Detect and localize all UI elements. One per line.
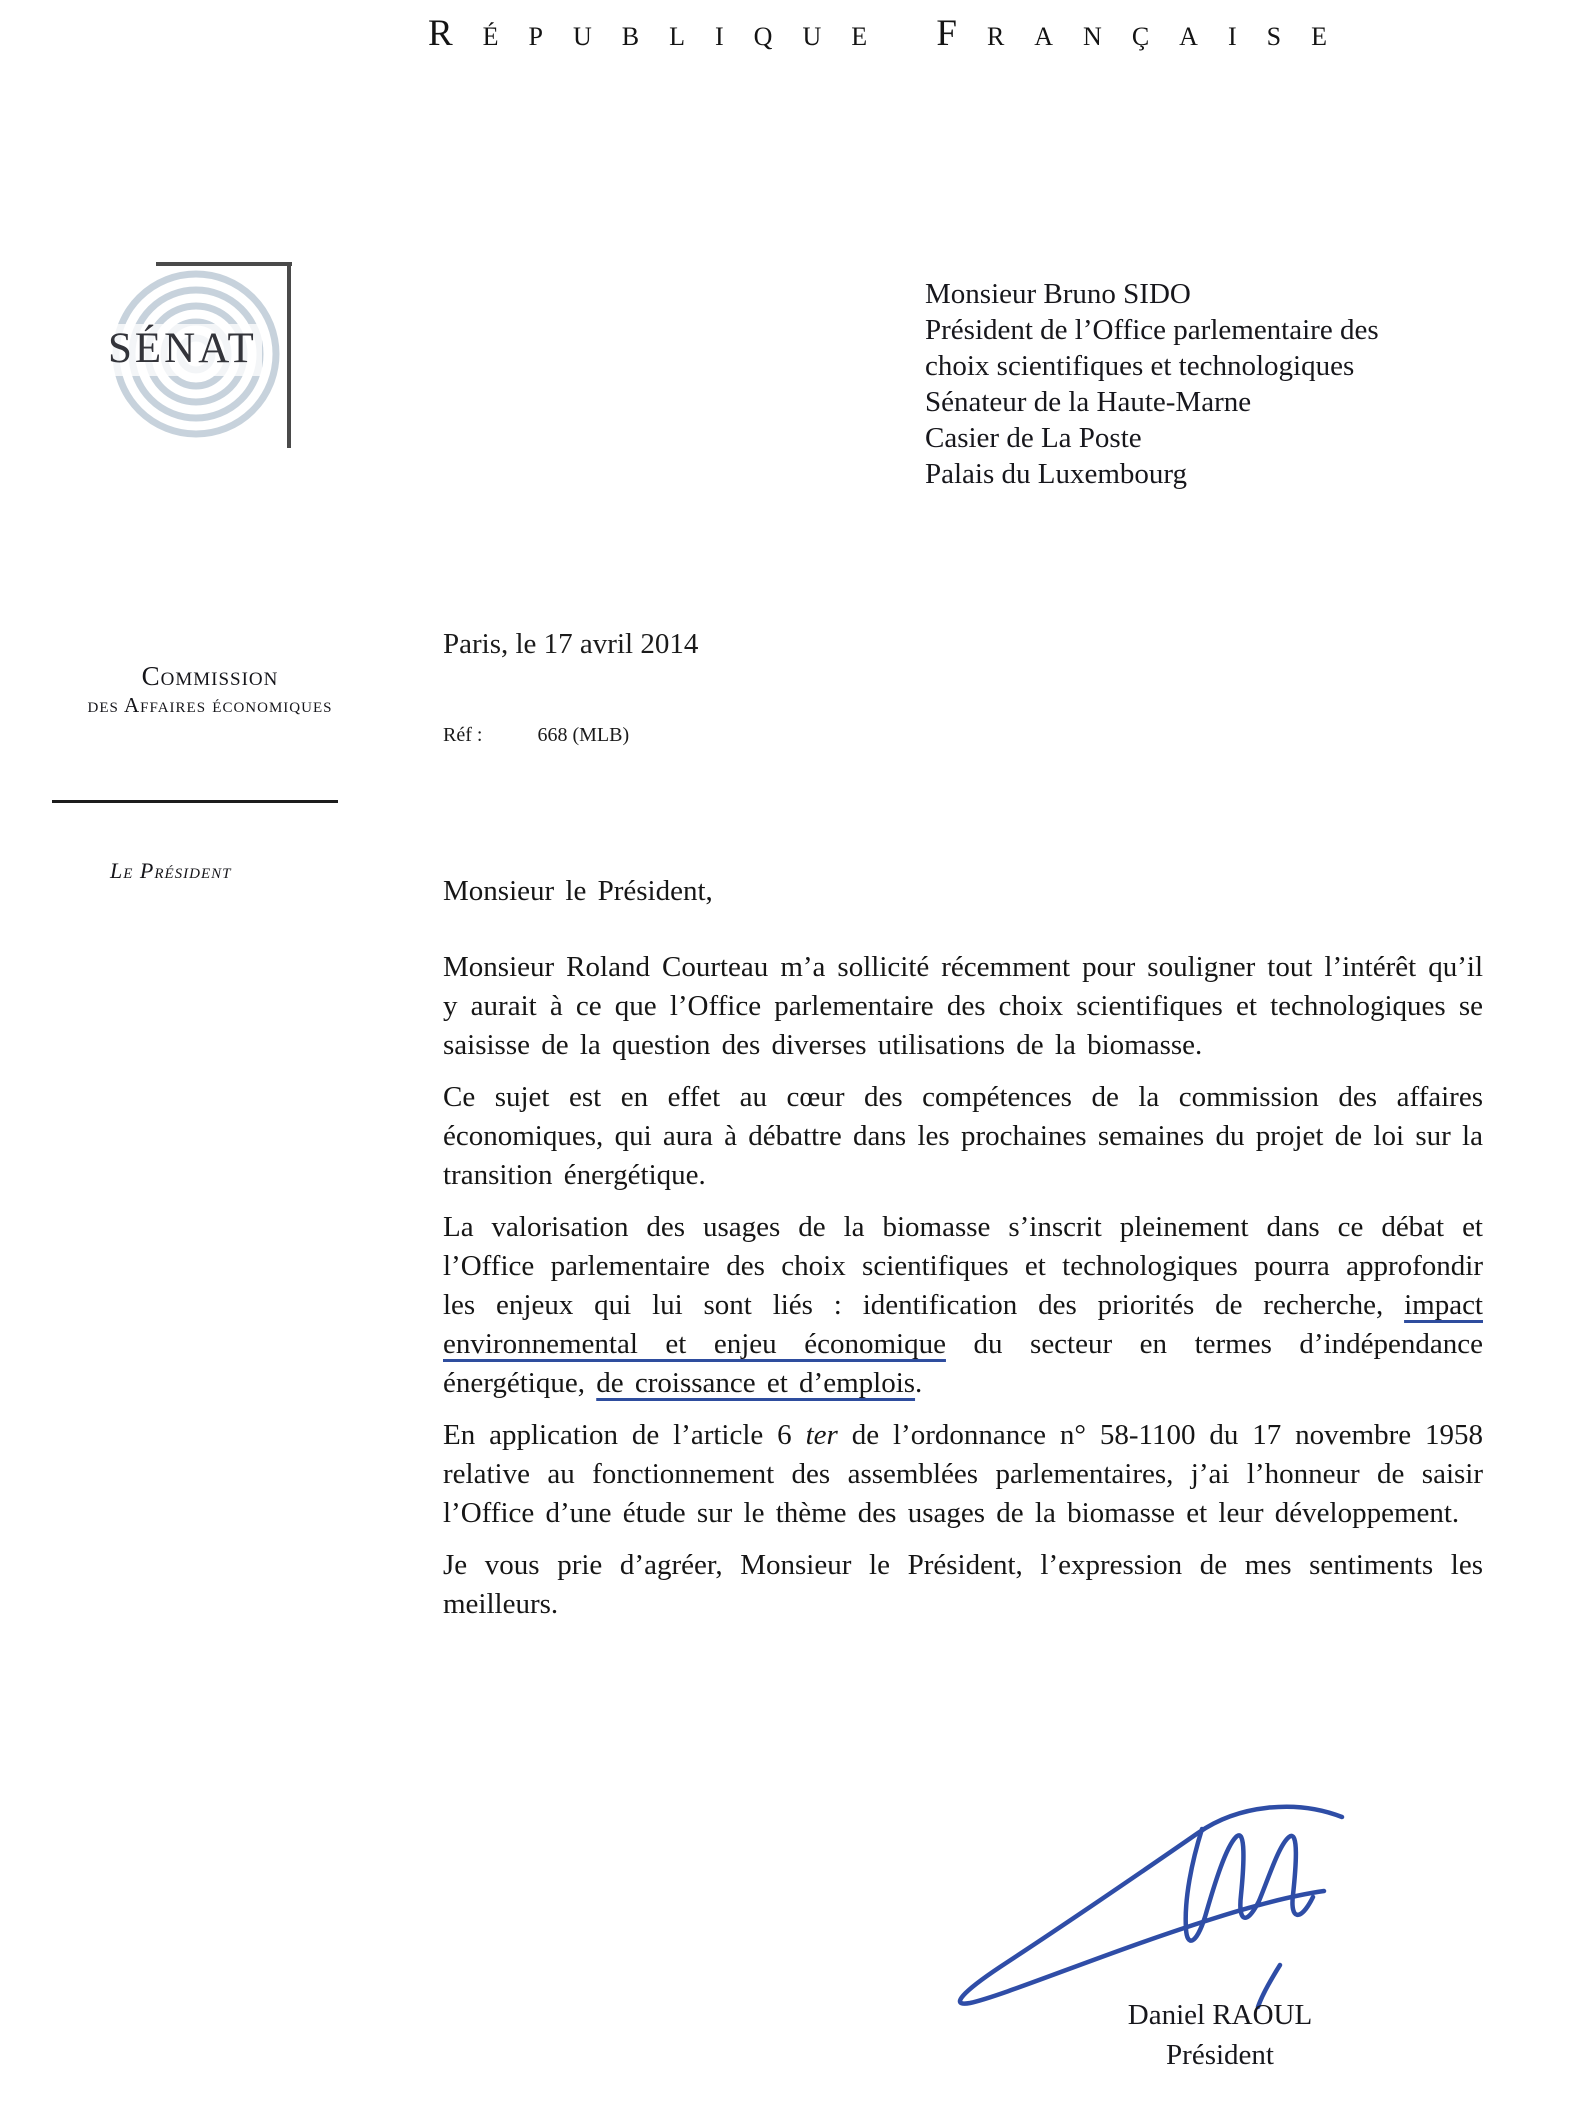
reference-line — [443, 724, 629, 747]
republic-heading: République Française — [428, 13, 1357, 54]
paragraph-3-text: La valorisation des usages de la biomasse s’inscrit pleinement dans ce débat et l’Office parlementaire des choix scientifiques et technologiques pourra approfondir les enjeux qui lui sont liés : identification des priorités de recherche, — [443, 1211, 1483, 1321]
signature-title: Président — [1166, 2039, 1274, 2071]
paragraph-3-text: du secteur en termes d’indépendance énergétique, — [443, 1328, 1483, 1399]
signature-block — [1010, 1995, 1430, 2075]
recipient-line: Sénateur de la Haute-Marne — [925, 386, 1252, 418]
reference-value: 668 (MLB) — [537, 724, 630, 746]
pen-underlined-phrase: impact environnemental et enjeu économique — [443, 1289, 1483, 1360]
reference-label: Réf : — [443, 724, 483, 746]
paragraph-1: Monsieur Roland Courteau m’a sollicité récemment pour souligner tout l’intérêt qu’il y aurait à ce que l’Office parlementaire des choix scientifiques et technologiques se saisisse de la question des diverses utilisations de la biomasse. — [443, 951, 1483, 1061]
recipient-line: Casier de La Poste — [925, 422, 1142, 454]
letter-body — [443, 872, 1483, 1637]
recipient-line: Président de l’Office parlementaire des — [925, 314, 1379, 346]
pen-underlined-phrase: de croissance et d’emplois — [596, 1367, 916, 1399]
paragraph-4 — [443, 1416, 1483, 1533]
paragraph-4-text: de l’ordonnance n° 58-1100 du 17 novembre 1958 relative au fonctionnement des assemblées parlementaires, j’ai l’honneur de saisir l’Office d’une étude sur le thème des usages de la biomasse et leur développement. — [443, 1419, 1483, 1529]
senat-logo — [100, 260, 292, 448]
paragraph-2: Ce sujet est en effet au cœur des compétences de la commission des affaires économiques, qui aura à débattre dans les prochaines semaines du projet de loi sur la transition énergétique. — [443, 1081, 1483, 1191]
commission-name-line2: des Affaires économiques — [87, 693, 333, 717]
recipient-line: choix scientifiques et technologiques — [925, 350, 1355, 382]
recipient-address-block — [925, 276, 1379, 492]
paragraph-5: Je vous prie d’agréer, Monsieur le Président, l’expression de mes sentiments les meilleurs. — [443, 1549, 1483, 1620]
sender-role-label: Le Président — [110, 858, 232, 883]
divider-rule — [52, 800, 338, 803]
paragraph-4-text: En application de l’article 6 — [443, 1419, 806, 1451]
signature-name: Daniel RAOUL — [1127, 1999, 1313, 2031]
handwritten-signature-icon — [940, 1795, 1370, 2015]
date-line: Paris, le 17 avril 2014 — [443, 628, 699, 660]
commission-block — [30, 660, 390, 718]
latin-term-ter: ter — [805, 1419, 838, 1451]
paragraph-3-text: . — [915, 1367, 923, 1399]
paragraph-3 — [443, 1208, 1483, 1403]
recipient-line: Palais du Luxembourg — [925, 458, 1188, 490]
salutation: Monsieur le Président, — [443, 875, 713, 907]
senat-logo-text: SÉNAT — [108, 325, 257, 372]
commission-name-line1: Commission — [141, 661, 279, 691]
recipient-line: Monsieur Bruno SIDO — [925, 278, 1191, 310]
